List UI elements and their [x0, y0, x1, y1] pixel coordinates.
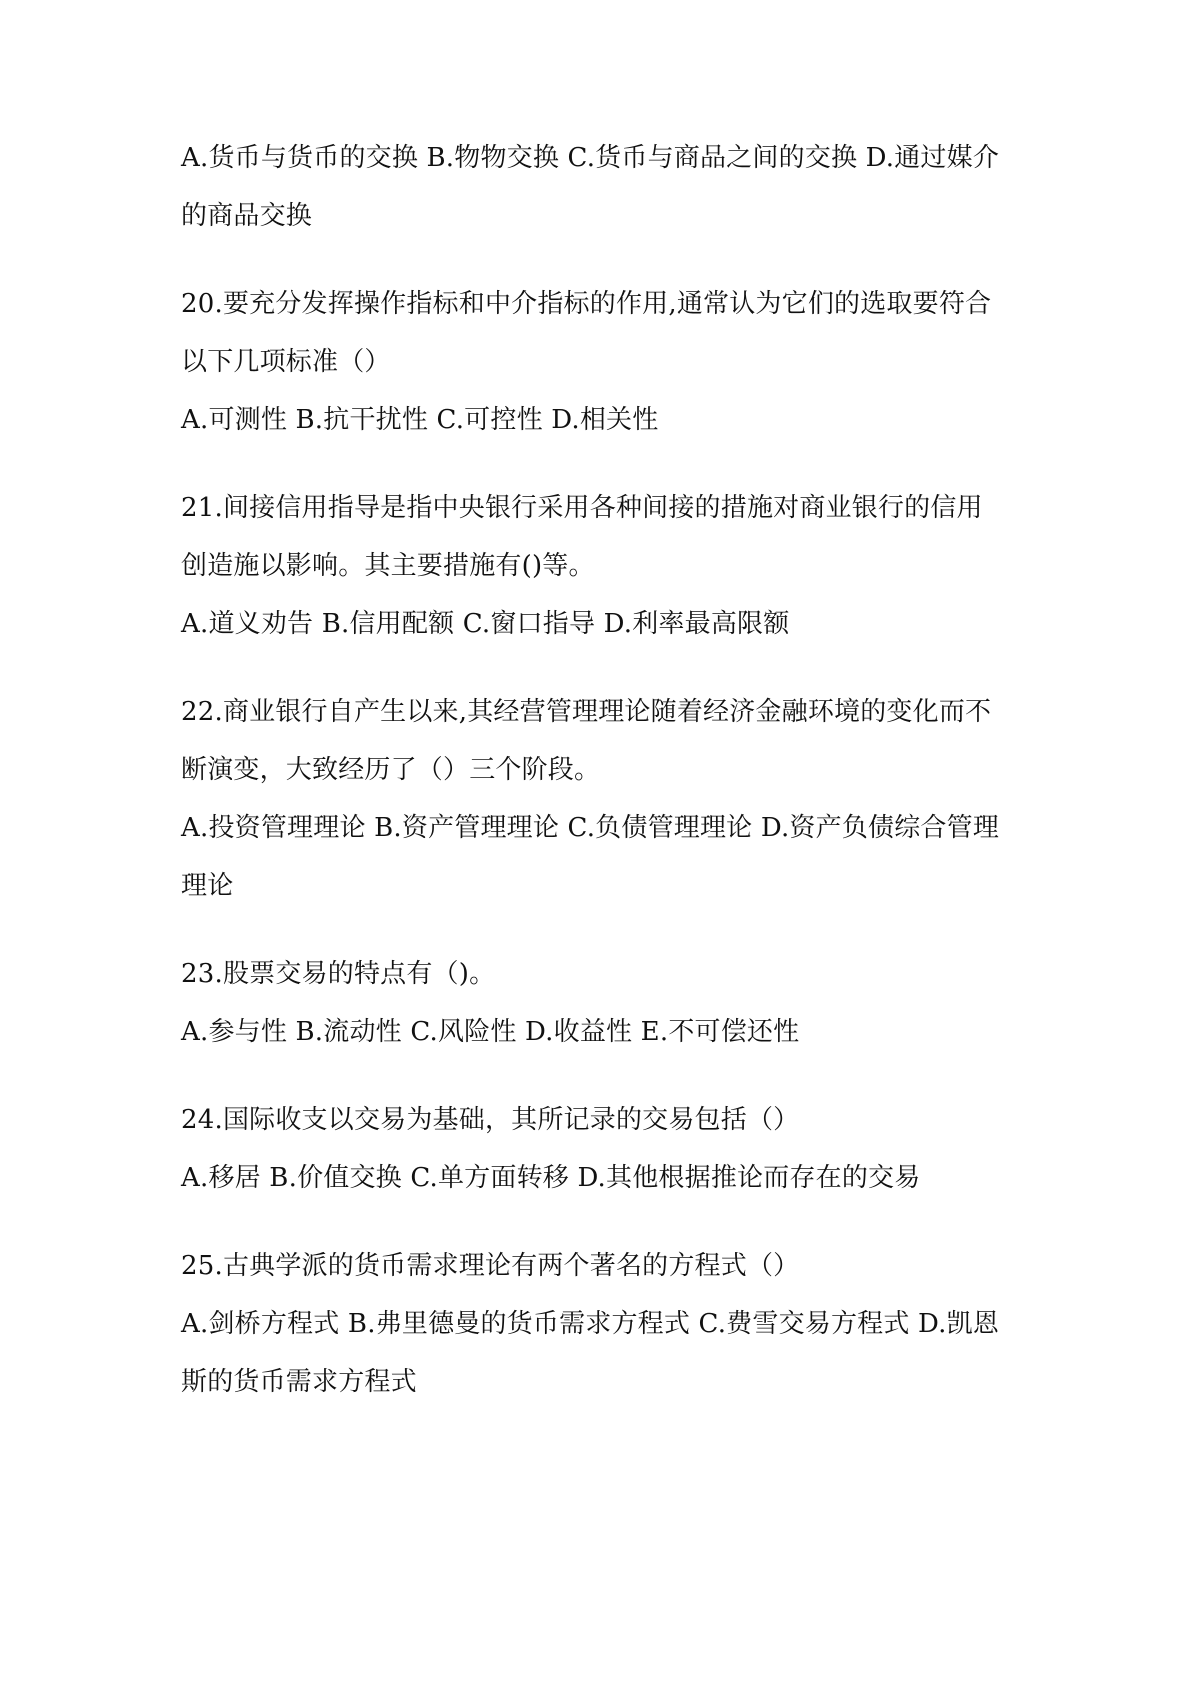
question-22-options: A.投资管理理论 B.资产管理理论 C.负债管理理论 D.资产负债综合管理: [181, 813, 1000, 843]
question-24: 24.国际收支以交易为基础，其所记录的交易包括（）: [181, 1105, 800, 1135]
question-22: 22.商业银行自产生以来,其经营管理理论随着经济金融环境的变化而不: [181, 697, 992, 727]
question-25: 25.古典学派的货币需求理论有两个著名的方程式（）: [181, 1251, 800, 1281]
question-25-options: A.剑桥方程式 B.弗里德曼的货币需求方程式 C.费雪交易方程式 D.凯恩: [181, 1309, 1000, 1339]
question-21-continued: 创造施以影响。其主要措施有()等。: [181, 551, 595, 581]
question-24-options: A.移居 B.价值交换 C.单方面转移 D.其他根据推论而存在的交易: [181, 1163, 921, 1193]
question-21-options: A.道义劝告 B.信用配额 C.窗口指导 D.利率最高限额: [181, 609, 790, 639]
question-22-options-continued: 理论: [181, 871, 234, 901]
option-line-19: A.货币与货币的交换 B.物物交换 C.货币与商品之间的交换 D.通过媒介: [181, 143, 1000, 173]
question-25-options-continued: 斯的货币需求方程式: [181, 1367, 417, 1397]
question-23-options: A.参与性 B.流动性 C.风险性 D.收益性 E.不可偿还性: [181, 1017, 800, 1047]
question-21: 21.间接信用指导是指中央银行采用各种间接的措施对商业银行的信用: [181, 493, 983, 523]
question-22-continued: 断演变，大致经历了（）三个阶段。: [181, 755, 601, 785]
question-23: 23.股票交易的特点有（)。: [181, 959, 496, 989]
question-20-options: A.可测性 B.抗干扰性 C.可控性 D.相关性: [181, 405, 659, 435]
question-20: 20.要充分发挥操作指标和中介指标的作用,通常认为它们的选取要符合: [181, 289, 992, 319]
question-20-continued: 以下几项标准（）: [181, 347, 391, 377]
option-line-19-continued: 的商品交换: [181, 201, 313, 231]
